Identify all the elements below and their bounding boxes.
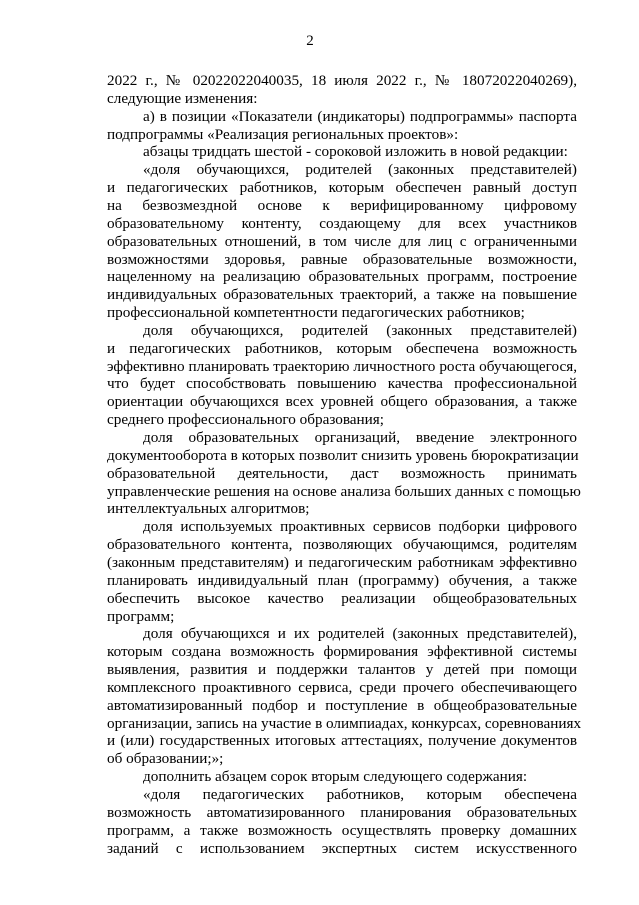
text-line: абзацы тридцать шестой - сороковой изложить в новой редакции: <box>143 143 568 161</box>
text-line: «доля обучающихся, родителей (законных представителей) <box>143 161 577 179</box>
text-line: программ, а также возможность осуществлять проверку домашних <box>107 821 577 839</box>
text-line: следующие изменения: <box>107 89 258 107</box>
text-line: доля обучающихся, родителей (законных представителей) <box>143 321 577 339</box>
text-line: доля образовательных организаций, введение электронного <box>143 429 577 446</box>
text-line: «доля педагогических работников, которым обеспечена <box>143 786 577 803</box>
text-line: 2022 г., № 02022022040035, 18 июля 2022 г., № 18072022040269), <box>107 72 577 89</box>
text-line: эффективно планировать траекторию личностного роста обучающегося, <box>107 357 577 375</box>
text-line: на безвозмездной основе к верифицированному цифровому <box>107 196 577 214</box>
text-line: организации, запись на участие в олимпиадах, конкурсах, соревнованиях <box>107 714 582 732</box>
text-line: образовательного контента, позволяющих обучающимся, родителям <box>107 536 577 554</box>
text-line: автоматизированный подбор и поступление в общеобразовательные <box>107 696 577 714</box>
text-line: интеллектуальных алгоритмов; <box>107 500 310 518</box>
text-line: которым создана возможность формирования эффективной системы <box>107 643 577 661</box>
text-line: заданий с использованием экспертных систем искусственного <box>107 839 577 857</box>
text-line: нацеленному на реализацию образовательных программ, построение <box>107 268 577 286</box>
page-number: 2 <box>306 33 314 49</box>
text-line: подпрограммы «Реализация региональных проектов»: <box>107 125 459 143</box>
text-line: образовательной деятельности, даст возможность принимать <box>107 464 577 482</box>
text-line: образовательному контенту, создающему для всех участников <box>107 214 577 232</box>
text-line: доля обучающихся и их родителей (законных представителей), <box>143 625 577 643</box>
text-line: планировать индивидуальный план (программу) обучения, а также <box>107 571 577 589</box>
text-line: ориентации обучающихся всех уровней общего образования, а также <box>107 393 577 411</box>
text-line: дополнить абзацем сорок вторым следующего содержания: <box>143 768 528 786</box>
text-line: а) в позиции «Показатели (индикаторы) подпрограммы» паспорта <box>143 107 577 125</box>
text-line: обеспечить высокое качество реализации общеобразовательных <box>107 589 577 607</box>
text-line: возможностями здоровья, равные образовательные возможности, <box>107 250 577 268</box>
text-line: доля используемых проактивных сервисов подборки цифрового <box>143 518 577 536</box>
text-line: и педагогических работников, которым обеспечен равный доступ <box>107 179 577 197</box>
text-line: (законным представителям) и педагогическим работникам эффективно <box>107 553 577 571</box>
text-line: возможность автоматизированного планирования образовательных <box>107 803 577 821</box>
text-line: среднего профессионального образования; <box>107 411 384 429</box>
text-line: выявления, развития и поддержки талантов у детей при помощи <box>107 661 577 679</box>
text-line: комплексного проактивного сервиса, среди прочего обеспечивающего <box>107 678 577 696</box>
text-line: образовательных отношений, в том числе для лиц с ограниченными <box>107 232 577 250</box>
text-line: управленческие решения на основе анализа больших данных с помощью <box>107 482 581 500</box>
text-line: индивидуальных образовательных траекторий, а также на повышение <box>107 286 577 304</box>
text-line: профессиональной компетентности педагогических работников; <box>107 304 525 322</box>
text-line: и (или) государственных итоговых аттестациях, получение документов <box>107 732 577 750</box>
text-line: что будет способствовать повышению качества профессиональной <box>107 375 577 393</box>
text-line: и педагогических работников, которым обеспечена возможность <box>107 339 577 357</box>
text-line: об образовании;»; <box>107 750 224 768</box>
text-line: программ; <box>107 607 175 625</box>
text-line: документооборота в которых позволит снизить уровень бюрократизации <box>107 446 579 464</box>
